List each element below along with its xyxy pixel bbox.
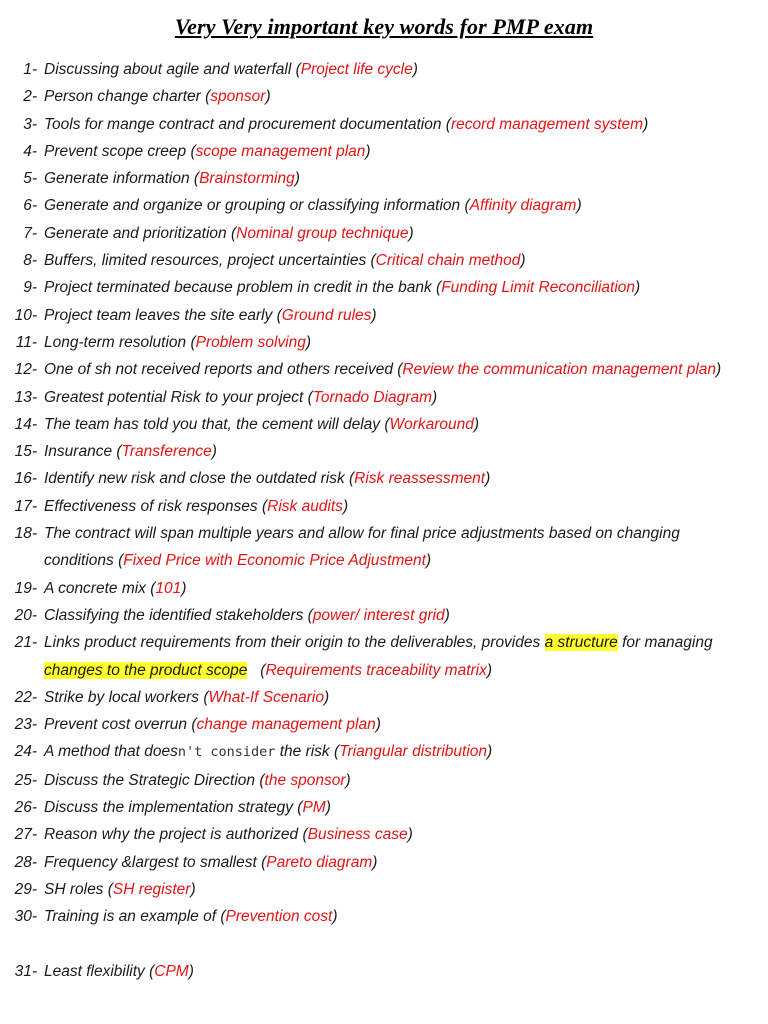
item-number: 15- [14,443,37,461]
item-keyword: Project life cycle [300,61,413,78]
item-text: Identify new risk and close the outdated risk ( [44,470,355,488]
item-keyword: Workaround [389,415,474,433]
item-text: Links product requirements from their origin to the deliverables, provides [44,634,545,652]
item-number: 11- [15,333,37,351]
item-text: The contract will span multiple years and allow for final price adjustments based on changing conditions ( [44,525,680,570]
item-text: Training is an example of ( [44,908,226,926]
item-text: Project terminated because problem in credit in the bank ( [44,279,442,297]
item-number: 18- [14,525,37,543]
item-number: 10- [14,306,37,324]
list-item [0,602,768,629]
item-close: ) [188,962,194,980]
item-keyword: Nominal group technique [236,224,409,242]
item-number: 17- [14,497,37,515]
keyword-list [0,56,768,985]
item-close: ) [576,197,582,215]
item-number: 28- [14,853,37,871]
item-number: 25- [14,771,37,789]
item-close: ) [485,470,491,488]
item-close: ) [473,415,480,433]
item-text: Insurance ( [44,443,122,461]
page-title: Very Very important key words for PMP exam [174,14,594,39]
highlight: changes to the product scope [44,661,248,679]
item-close: ) [372,853,378,871]
item-number: 1- [23,61,37,78]
list-item [0,56,768,83]
item-close: ) [412,61,418,78]
item-number: 3- [23,115,37,133]
item-keyword: record management system [450,115,644,133]
item-text: Greatest potential Risk to your project ( [44,388,313,406]
item-close: ) [181,579,187,597]
item-text: Reason why the project is authorized ( [44,826,308,844]
item-keyword: sponsor [210,88,266,106]
item-close: ) [305,333,312,351]
item-number: 9- [23,279,37,297]
item-number: 8- [23,252,37,270]
item-text: Project team leaves the site early ( [44,306,282,324]
list-item [0,684,768,711]
item-text: Strike by local workers ( [44,688,209,706]
item-number: 31- [14,962,37,980]
item-text: One of sh not received reports and others received ( [44,361,403,379]
item-close: ) [365,142,371,160]
item-close: ) [375,716,381,734]
list-item [0,220,768,247]
list-item [0,821,768,848]
item-keyword: Tornado Diagram [312,388,432,406]
item-text: A method that does [44,743,178,761]
list-item [0,520,768,575]
list-item [0,958,768,985]
item-keyword: Affinity diagram [469,197,577,215]
item-close: ) [190,880,196,898]
item-number: 21- [14,634,37,652]
item-text: Generate and prioritization ( [44,224,237,242]
list-item [0,111,768,138]
list-item [0,411,768,438]
item-close: ) [345,771,351,789]
item-keyword: Critical chain method [375,252,521,270]
item-close: ) [643,115,649,133]
list-item [0,465,768,492]
item-text-mono: n't consider [177,744,276,761]
item-text: Tools for mange contract and procurement documentation ( [44,115,451,133]
item-close: ) [371,306,377,324]
item-close: ) [332,908,338,926]
item-text: SH roles ( [44,880,113,898]
item-number: 24- [14,743,37,761]
list-item [0,711,768,738]
item-number: 23- [14,716,37,734]
item-keyword: What-If Scenario [208,688,324,706]
item-keyword: Funding Limit Reconciliation [441,279,636,297]
item-close: ) [294,170,300,188]
item-keyword: change management plan [196,716,376,734]
item-keyword: Pareto diagram [266,853,373,871]
list-item [0,438,768,465]
item-number: 16- [14,470,37,488]
list-item [0,738,768,766]
item-close: ) [325,799,331,817]
item-text: Discuss the implementation strategy ( [44,799,303,817]
item-number: 27- [14,826,37,844]
item-number: 19- [14,579,37,597]
item-close: ) [486,661,493,679]
list-item [0,629,768,684]
item-keyword: power/ interest grid [312,606,445,624]
list-item [0,329,768,356]
item-text: Classifying the identified stakeholders ( [44,606,313,624]
item-keyword: PM [302,799,326,817]
item-close: ) [444,606,450,624]
item-keyword: Risk audits [267,497,343,515]
item-close: ) [408,224,414,242]
item-close: ) [323,688,330,706]
item-text: Person change charter ( [44,88,211,106]
item-text: Discussing about agile and waterfall ( [44,61,301,78]
item-number: 20- [14,606,37,624]
item-text: The team has told you that, the cement will delay ( [44,415,390,433]
item-number: 2- [23,88,37,106]
item-text: Long-term resolution ( [44,333,196,351]
list-item [0,384,768,411]
item-text: ( [247,661,266,679]
item-keyword: Requirements traceability matrix [265,661,487,679]
item-close: ) [425,552,432,570]
item-keyword: Risk reassessment [354,470,486,488]
item-number: 12- [14,361,37,379]
item-number: 29- [14,880,37,898]
list-item [0,876,768,903]
item-close: ) [407,826,413,844]
item-number: 7- [23,224,37,242]
item-text: Prevent cost overrun ( [44,716,197,734]
item-keyword: Ground rules [281,306,372,324]
item-close: ) [716,361,722,379]
item-text: for managing [617,634,713,652]
item-text: Buffers, limited resources, project uncertainties ( [44,252,376,270]
list-item [0,903,768,930]
item-number: 26- [14,799,37,817]
item-number: 5- [23,170,37,188]
item-text: Generate and organize or grouping or classifying information ( [44,197,470,215]
item-keyword: Prevention cost [225,908,333,926]
item-keyword: Review the communication management plan [402,361,717,379]
item-close: ) [520,252,526,270]
item-keyword: Transference [121,443,212,461]
item-number: 13- [14,388,37,406]
item-keyword: Brainstorming [199,170,295,188]
item-keyword: Fixed Price with Economic Price Adjustment [123,552,426,570]
item-number: 6- [23,197,37,215]
item-keyword: 101 [155,579,182,597]
list-item [0,356,768,383]
item-text: A concrete mix ( [44,579,156,597]
item-close: ) [635,279,641,297]
item-number: 30- [14,908,37,926]
item-keyword: the sponsor [264,771,346,789]
item-close: ) [265,88,271,106]
item-keyword: scope management plan [195,142,366,160]
item-number: 4- [23,142,37,160]
list-item [0,302,768,329]
list-item [0,493,768,520]
item-number: 22- [14,688,37,706]
item-keyword: Business case [307,826,408,844]
item-text: Prevent scope creep ( [44,142,196,160]
list-item [0,274,768,301]
item-close: ) [342,497,349,515]
item-keyword: SH register [112,880,191,898]
list-item [0,794,768,821]
item-text: Effectiveness of risk responses ( [44,497,268,515]
list-item [0,247,768,274]
list-item [0,849,768,876]
item-close: ) [487,743,493,761]
item-close: ) [431,388,438,406]
list-item [0,575,768,602]
list-item [0,83,768,110]
item-text: Frequency &largest to smallest ( [44,853,267,871]
list-item [0,767,768,794]
item-number: 14- [14,415,37,433]
item-keyword: Problem solving [195,333,306,351]
item-text: Generate information ( [44,170,200,188]
list-item [0,165,768,192]
highlight: a structure [544,634,618,652]
item-text: Least flexibility ( [44,962,155,980]
item-close: ) [211,443,217,461]
list-item [0,192,768,219]
item-text: Discuss the Strategic Direction ( [44,771,265,789]
item-keyword: CPM [154,962,189,980]
item-text: the risk ( [275,743,340,761]
item-keyword: Triangular distribution [339,743,488,761]
list-item [0,138,768,165]
